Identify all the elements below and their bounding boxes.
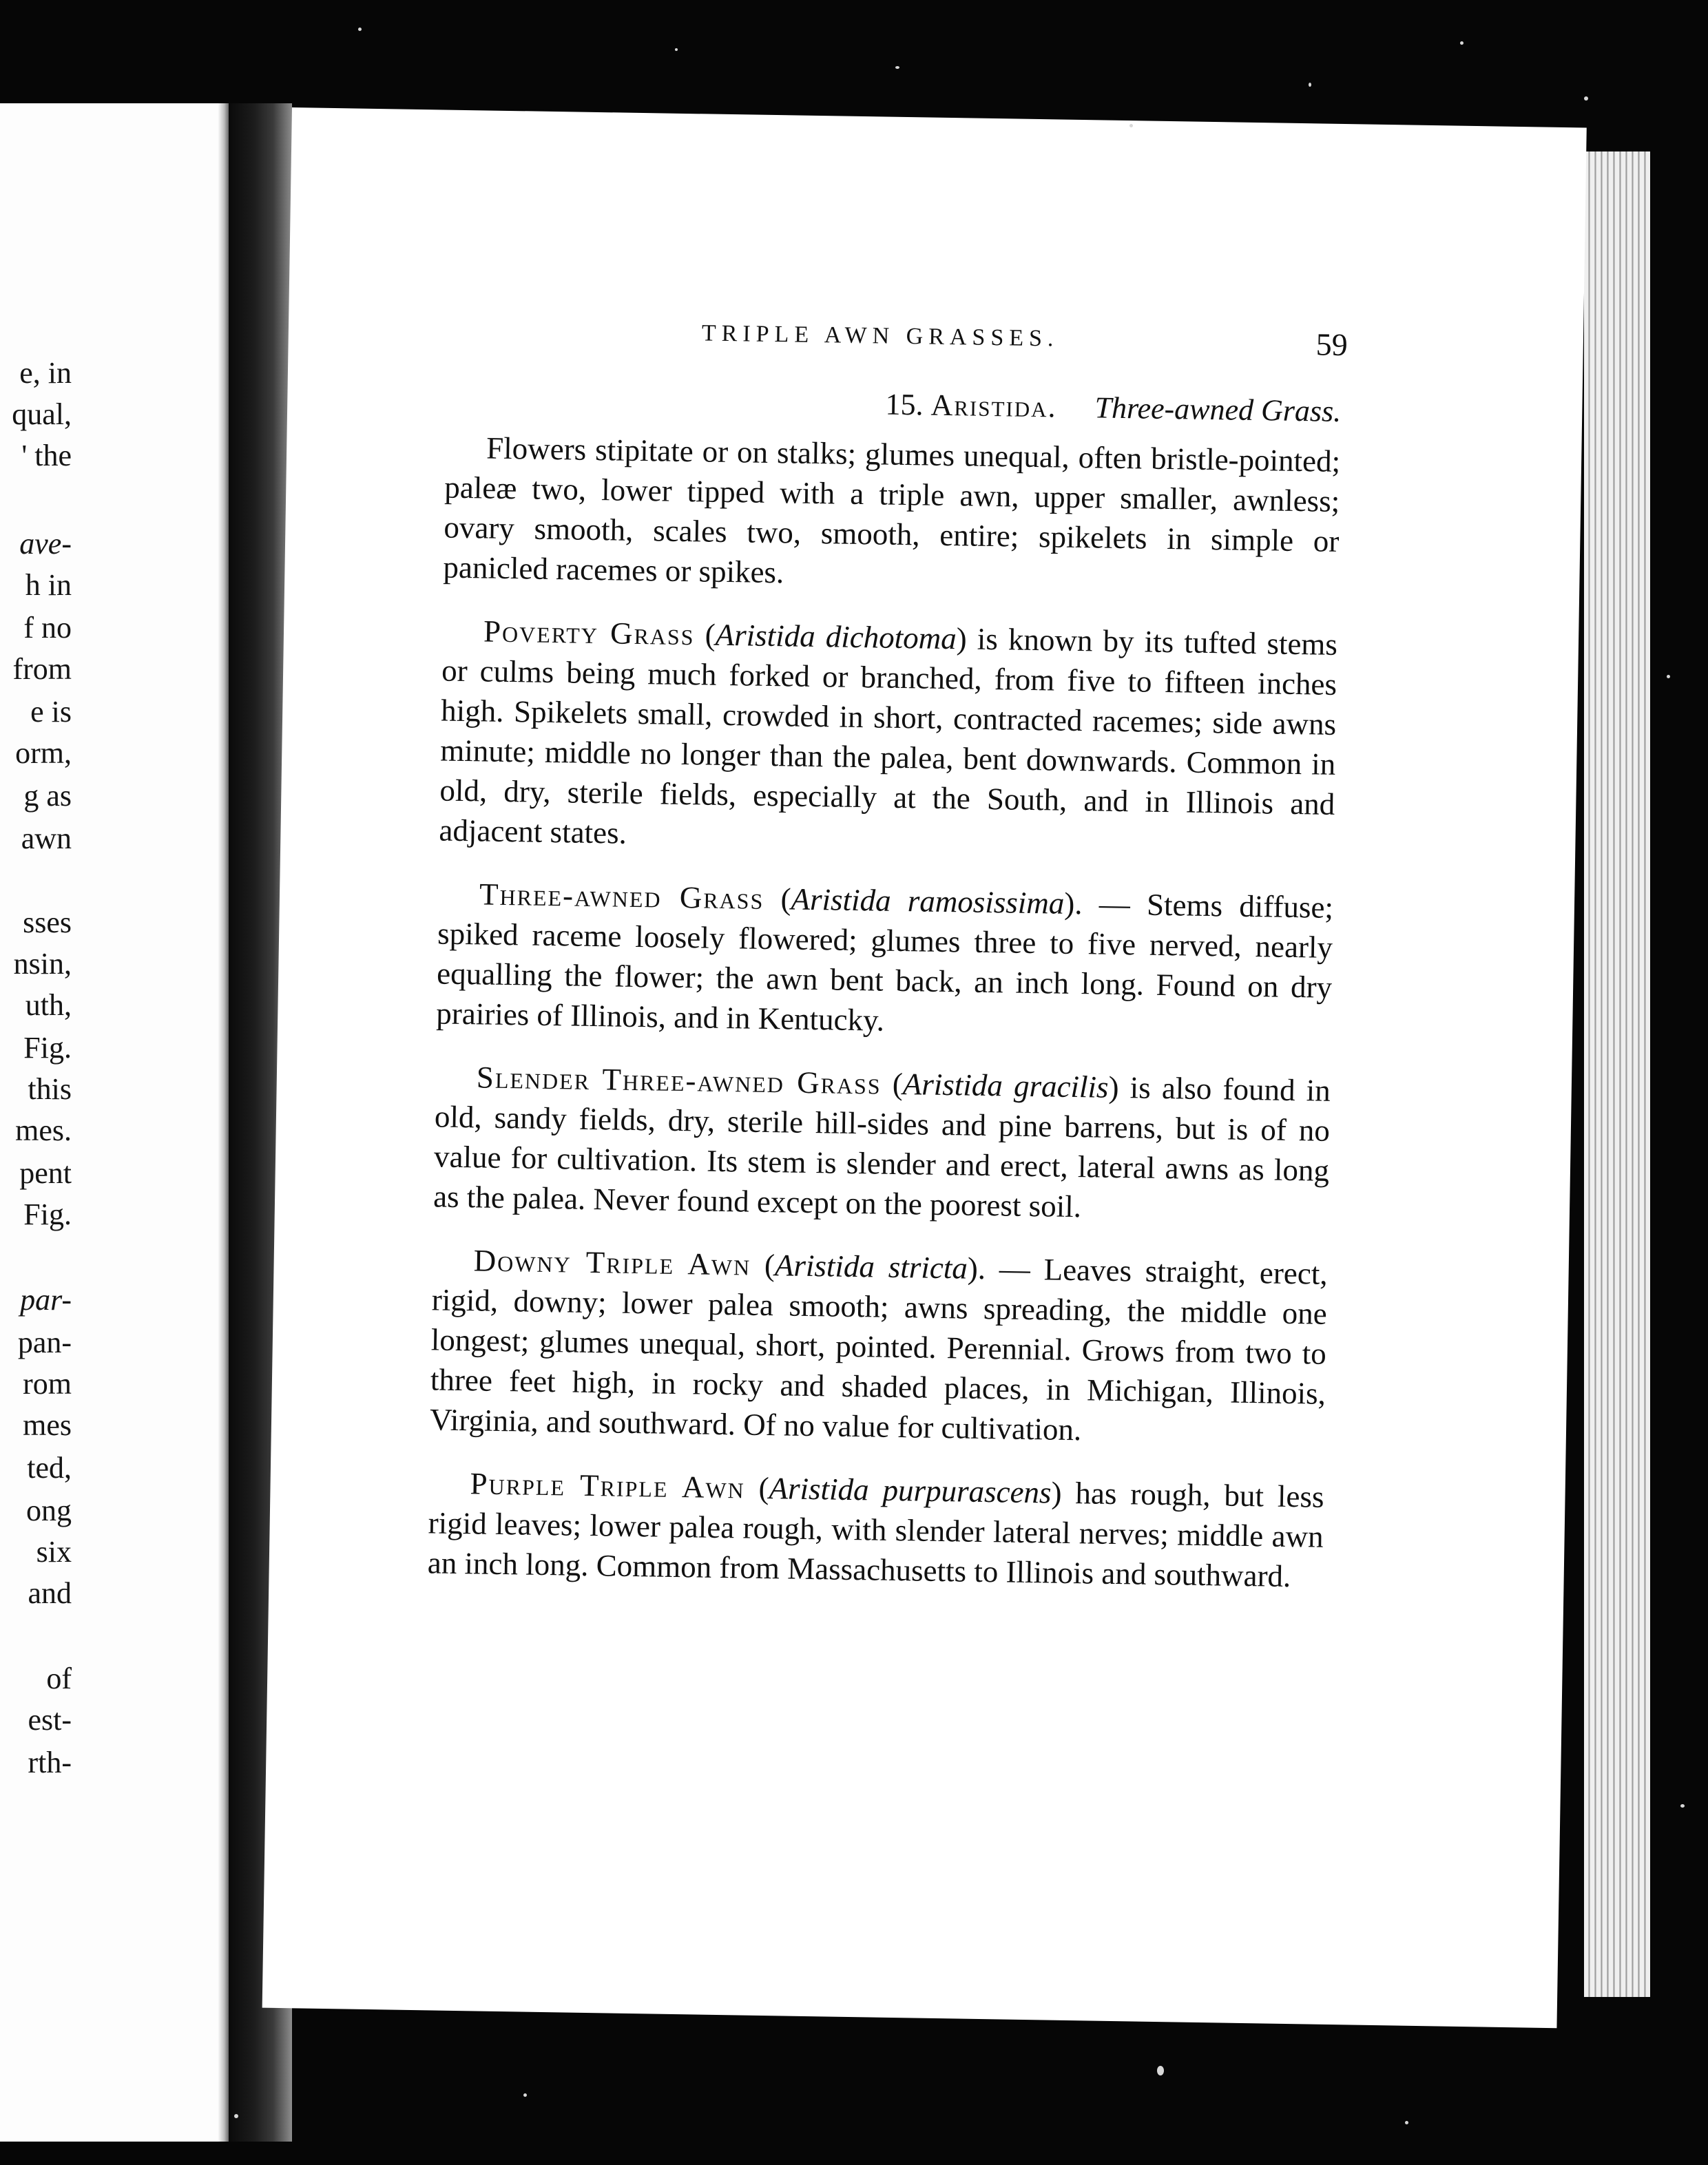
stacked-page-edges xyxy=(1584,151,1650,1997)
left-fragment: Fig. xyxy=(23,1197,72,1231)
dust-speck xyxy=(1680,1804,1685,1808)
page-text-block xyxy=(427,317,1348,1620)
left-fragment: ong xyxy=(26,1494,72,1527)
genus-number: 15. xyxy=(885,387,924,422)
dust-speck xyxy=(1584,96,1588,101)
species-description: is known by its tufted stems or culms being much forked or branched, from five to fifteen inches high. Spikelets small, crowded in short, contracted racemes; side awns minute; middle no longer than the palea, bent downwards. Common in old, dry, sterile fields, especially at the South, and in Illinois and adjacent states. xyxy=(439,621,1338,850)
right-page xyxy=(262,107,1587,2028)
species-latin-name: Aristida ramosissima xyxy=(791,881,1065,921)
dust-speck xyxy=(234,2114,238,2118)
left-fragment: uth, xyxy=(25,988,72,1022)
left-fragment: nsin, xyxy=(13,947,72,981)
species-latin-name: Aristida purpurascens xyxy=(769,1471,1052,1510)
left-fragment: pent xyxy=(19,1156,72,1190)
left-fragment: ted, xyxy=(27,1451,72,1485)
dust-speck xyxy=(1309,83,1311,87)
left-fragment: pan- xyxy=(17,1326,72,1359)
species-description: has rough, but less rigid leaves; lower palea rough, with slender lateral nerves; middle awn an inch long. Common from Massachusetts to Illinois and southward. xyxy=(427,1476,1324,1594)
dust-speck xyxy=(675,48,678,51)
running-title: TRIPLE AWN GRASSES. xyxy=(701,320,1059,352)
dust-speck xyxy=(523,2093,527,2097)
dust-speck xyxy=(1460,41,1464,45)
species-entry: Purple Triple Awn (Aristida purpurascens) has rough, but less rigid leaves; lower palea rough, with slender lateral nerves; middle awn an inch long. Common from Massachusetts to Illinois and southward. xyxy=(427,1466,1324,1594)
left-fragment: ' the xyxy=(21,439,72,472)
genus-common-name: Three-awned Grass. xyxy=(1094,390,1342,428)
left-fragment: qual, xyxy=(12,397,72,431)
dust-speck xyxy=(1129,124,1133,127)
left-fragment: awn xyxy=(21,822,72,855)
left-fragment: ave- xyxy=(19,527,72,561)
left-fragment: par- xyxy=(20,1283,72,1317)
species-latin-name: Aristida gracilis xyxy=(902,1067,1109,1105)
species-latin-name: Aristida dichotoma xyxy=(715,617,957,656)
left-fragment: e is xyxy=(30,695,72,729)
left-fragment: orm, xyxy=(15,736,72,770)
species-entry: Downy Triple Awn (Aristida stricta). — Leaves straight, erect, rigid, downy; lower palea smooth; awns spreading, the middle one longest; glumes unequal, short, pointed. Perennial. Grows from two to three feet high, in rocky and shaded places, in Michigan, Illinois, Virginia, and southward. Of no value for cultivation. xyxy=(429,1243,1328,1447)
running-head xyxy=(446,317,1348,372)
left-fragment: rth- xyxy=(28,1746,72,1779)
left-fragment: h in xyxy=(25,568,72,602)
dust-speck xyxy=(1157,2066,1164,2075)
dust-speck xyxy=(358,28,362,31)
left-fragment: e, in xyxy=(19,356,72,390)
species-description: is also found in old, sandy fields, dry, sterile hill-sides and pine barrens, but is of no value for cultivation. Its stem is slender and erect, lateral awns as long as the palea. Never found except on the poorest soil. xyxy=(433,1070,1331,1224)
species-entry: Three-awned Grass (Aristida ramosissima). — Stems diffuse; spiked raceme loosely flowered; glumes three to five nerved, nearly equalling the flower; the awn bent back, an inch long. Found on dry prairies of Illinois, and in Kentucky. xyxy=(435,877,1334,1038)
dust-speck xyxy=(1405,2121,1408,2124)
left-fragment: from xyxy=(12,652,72,686)
left-fragment: of xyxy=(46,1662,72,1695)
species-description: . — Leaves straight, erect, rigid, downy; lower palea smooth; awns spreading, the middle one longest; glumes unequal, short, pointed. Perennial. Grows from two to three feet high, in rocky and shaded places, in Michigan, Illinois, Virginia, and southward. Of no value for cultivation. xyxy=(429,1251,1328,1447)
species-entry: Poverty Grass (Aristida dichotoma) is known by its tufted stems or culms being much forked or branched, from five to fifteen inches high. Spikelets small, crowded in short, contracted racemes; side awns minute; middle no longer than the palea, bent downwards. Common in old, dry, sterile fields, especially at the South, and in Illinois and adjacent states. xyxy=(439,614,1338,850)
genus-description: Flowers stipitate or on stalks; glumes unequal, often bristle-pointed; paleæ two, lower tipped with a triple awn, upper smaller, awnless; ovary smooth, scales two, smooth, entire; spikelets in simple or panicled racemes or spikes. xyxy=(443,430,1341,590)
species-common-name: Three-awned Grass xyxy=(479,877,764,916)
species-description: . — Stems diffuse; spiked raceme loosely flowered; glumes three to five nerved, nearly equalling the flower; the awn bent back, an inch long. Found on dry prairies of Illinois, and in Kentucky. xyxy=(435,886,1334,1038)
left-fragment: f no xyxy=(23,611,72,645)
left-fragment: rom xyxy=(23,1367,72,1401)
left-page-text-fragments xyxy=(0,0,207,2165)
left-fragment: and xyxy=(28,1576,72,1610)
species-latin-name: Aristida stricta xyxy=(774,1248,968,1286)
left-fragment: est- xyxy=(28,1703,72,1737)
species-entry: Slender Three-awned Grass (Aristida gracilis) is also found in old, sandy fields, dry, sterile hill-sides and pine barrens, but is of no value for cultivation. Its stem is slender and erect, lateral awns as long as the palea. Never found except on the poorest soil. xyxy=(433,1060,1331,1224)
species-common-name: Slender Three-awned Grass xyxy=(476,1060,882,1101)
species-common-name: Downy Triple Awn xyxy=(473,1243,751,1282)
left-fragment: g as xyxy=(23,779,72,813)
page-number: 59 xyxy=(1315,326,1348,363)
left-page-gutter-shadow xyxy=(218,103,229,2142)
species-common-name: Purple Triple Awn xyxy=(470,1466,746,1505)
left-fragment: mes xyxy=(23,1408,72,1442)
dust-speck xyxy=(1667,675,1670,678)
genus-heading xyxy=(446,380,1342,429)
dust-speck xyxy=(895,66,899,69)
left-fragment: mes. xyxy=(15,1113,72,1147)
species-common-name: Poverty Grass xyxy=(483,614,695,652)
left-fragment: Fig. xyxy=(23,1031,72,1065)
genus-name: Aristida. xyxy=(930,388,1057,424)
left-fragment: six xyxy=(36,1535,72,1569)
left-fragment: this xyxy=(28,1072,72,1106)
left-fragment: sses xyxy=(23,906,72,939)
